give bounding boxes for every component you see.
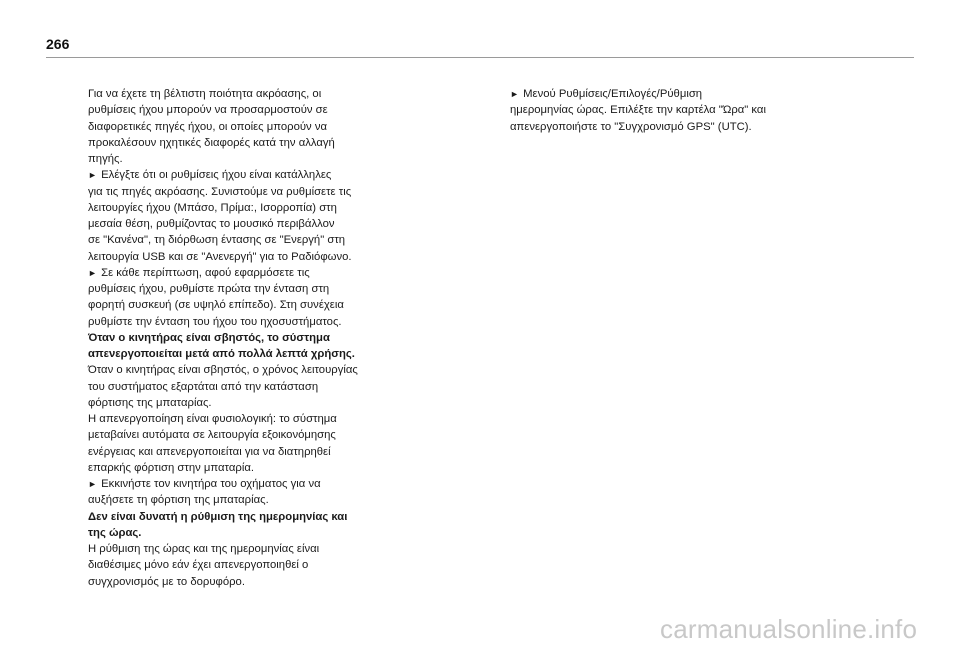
line-text: Δεν είναι δυνατή η ρύθμιση της ημερομηνίας και (88, 510, 348, 523)
line-text: συγχρονισμός με το δορυφόρο. (88, 575, 245, 588)
left-column-line (88, 249, 358, 265)
right-column (510, 86, 800, 135)
left-column-line (88, 119, 358, 135)
line-text: Σε κάθε περίπτωση, αφού εφαρμόσετε τις (101, 266, 310, 279)
line-text: απενεργοποιείται μετά από πολλά λεπτά χρήσης. (88, 348, 355, 360)
line-text: ημερομηνίας ώρας. Επιλέξτε την καρτέλα "Ώρα" και (510, 104, 766, 117)
line-text: Όταν ο κινητήρας είναι σβηστός, ο χρόνος λειτουργίας (88, 364, 358, 377)
left-column-line (88, 232, 358, 248)
left-column-line (88, 476, 358, 492)
left-column-line (88, 557, 358, 573)
left-column-line (88, 102, 358, 118)
line-text: λειτουργίες ήχου (Μπάσο, Πρίμα:, Ισορροπία) στη (88, 201, 337, 214)
right-column-line (510, 102, 800, 118)
line-text: φόρτισης της μπαταρίας. (88, 396, 212, 409)
line-text: ρυθμίστε την ένταση του ήχου του ηχοσυστήματος. (88, 315, 342, 328)
page-number: 266 (46, 36, 70, 52)
left-column-line (88, 509, 358, 525)
line-text: Η απενεργοποίηση είναι φυσιολογική: το σύστημα (88, 413, 337, 425)
left-column-line (88, 314, 358, 330)
bullet-arrow-icon: ► (88, 170, 97, 181)
left-column-line (88, 167, 358, 183)
left-column-line (88, 265, 358, 281)
line-text: Όταν ο κινητήρας είναι σβηστός, το σύστημα (88, 331, 330, 344)
line-text: Η ρύθμιση της ώρας και της ημερομηνίας είναι (88, 543, 320, 555)
line-text: μεταβαίνει αυτόματα σε λειτουργία εξοικονόμησης (88, 429, 336, 442)
left-column-line (88, 346, 358, 362)
left-column-line (88, 200, 358, 216)
line-text: σε "Κανένα", τη διόρθωση έντασης σε "Ενεργή" στη (88, 234, 346, 247)
line-text: ρυθμίσεις ήχου μπορούν να προσαρμοστούν σε (88, 104, 328, 117)
left-column-line (88, 281, 358, 297)
right-column-line (510, 86, 800, 102)
left-column-line (88, 151, 358, 167)
line-text: ενέργειας και απενεργοποιείται για να διατηρηθεί (88, 445, 331, 458)
left-column-line (88, 330, 358, 346)
left-column-line (88, 525, 358, 541)
line-text: επαρκής φόρτιση στην μπαταρία. (88, 461, 255, 474)
line-text: διαφορετικές πηγές ήχου, οι οποίες μπορούν να (88, 120, 328, 133)
left-column (88, 86, 358, 590)
line-text: φορητή συσκευή (σε υψηλό επίπεδο). Στη συνέχεια (88, 299, 344, 312)
line-text: της ώρας. (88, 526, 142, 539)
line-text: αυξήσετε τη φόρτιση της μπαταρίας. (88, 494, 269, 507)
left-column-line (88, 379, 358, 395)
left-column-line (88, 297, 358, 313)
line-text: ρυθμίσεις ήχου, ρυθμίστε πρώτα την ένταση στη (88, 283, 330, 295)
line-text: μεσαία θέση, ρυθμίζοντας το μουσικό περιβάλλον (88, 218, 335, 230)
line-text: Για να έχετε τη βέλτιστη ποιότητα ακρόασης, οι (88, 88, 322, 100)
bullet-arrow-icon: ► (88, 479, 97, 489)
left-column-line (88, 411, 358, 427)
line-text: για τις πηγές ακρόασης. Συνιστούμε να ρυθμίσετε τις (88, 185, 352, 198)
left-column-line (88, 184, 358, 200)
left-column-line (88, 541, 358, 557)
left-column-line (88, 460, 358, 476)
left-column-line (88, 362, 358, 378)
line-text: πηγής. (88, 153, 123, 165)
line-text: απενεργοποιήστε το "Συγχρονισμό GPS" (UTC). (510, 120, 752, 133)
watermark[interactable]: carmanualsonline.info (660, 614, 918, 644)
right-column-line (510, 119, 800, 135)
left-column-line (88, 427, 358, 443)
bullet-arrow-icon: ► (88, 267, 97, 278)
line-text: Μενού Ρυθμίσεις/Επιλογές/Ρύθμιση (523, 88, 703, 100)
line-text: διαθέσιμες μόνο εάν έχει απενεργοποιηθεί ο (88, 559, 309, 572)
line-text: λειτουργία USB και σε "Ανενεργή" για το Ραδιόφωνο. (88, 250, 352, 263)
line-text: Εκκινήστε τον κινητήρα του οχήματος για να (101, 478, 321, 490)
line-text: του συστήματος εξαρτάται από την κατάσταση (88, 380, 319, 393)
left-column-line (88, 444, 358, 460)
header-divider (46, 57, 914, 58)
left-column-line (88, 492, 358, 508)
left-column-line (88, 216, 358, 232)
line-text: Ελέγξτε ότι οι ρυθμίσεις ήχου είναι κατάλληλες (101, 169, 332, 182)
line-text: προκαλέσουν ηχητικές διαφορές κατά την αλλαγή (88, 136, 335, 149)
left-column-line (88, 86, 358, 102)
bullet-arrow-icon: ► (510, 89, 519, 99)
left-column-line (88, 395, 358, 411)
left-column-line (88, 135, 358, 151)
left-column-line (88, 574, 358, 590)
